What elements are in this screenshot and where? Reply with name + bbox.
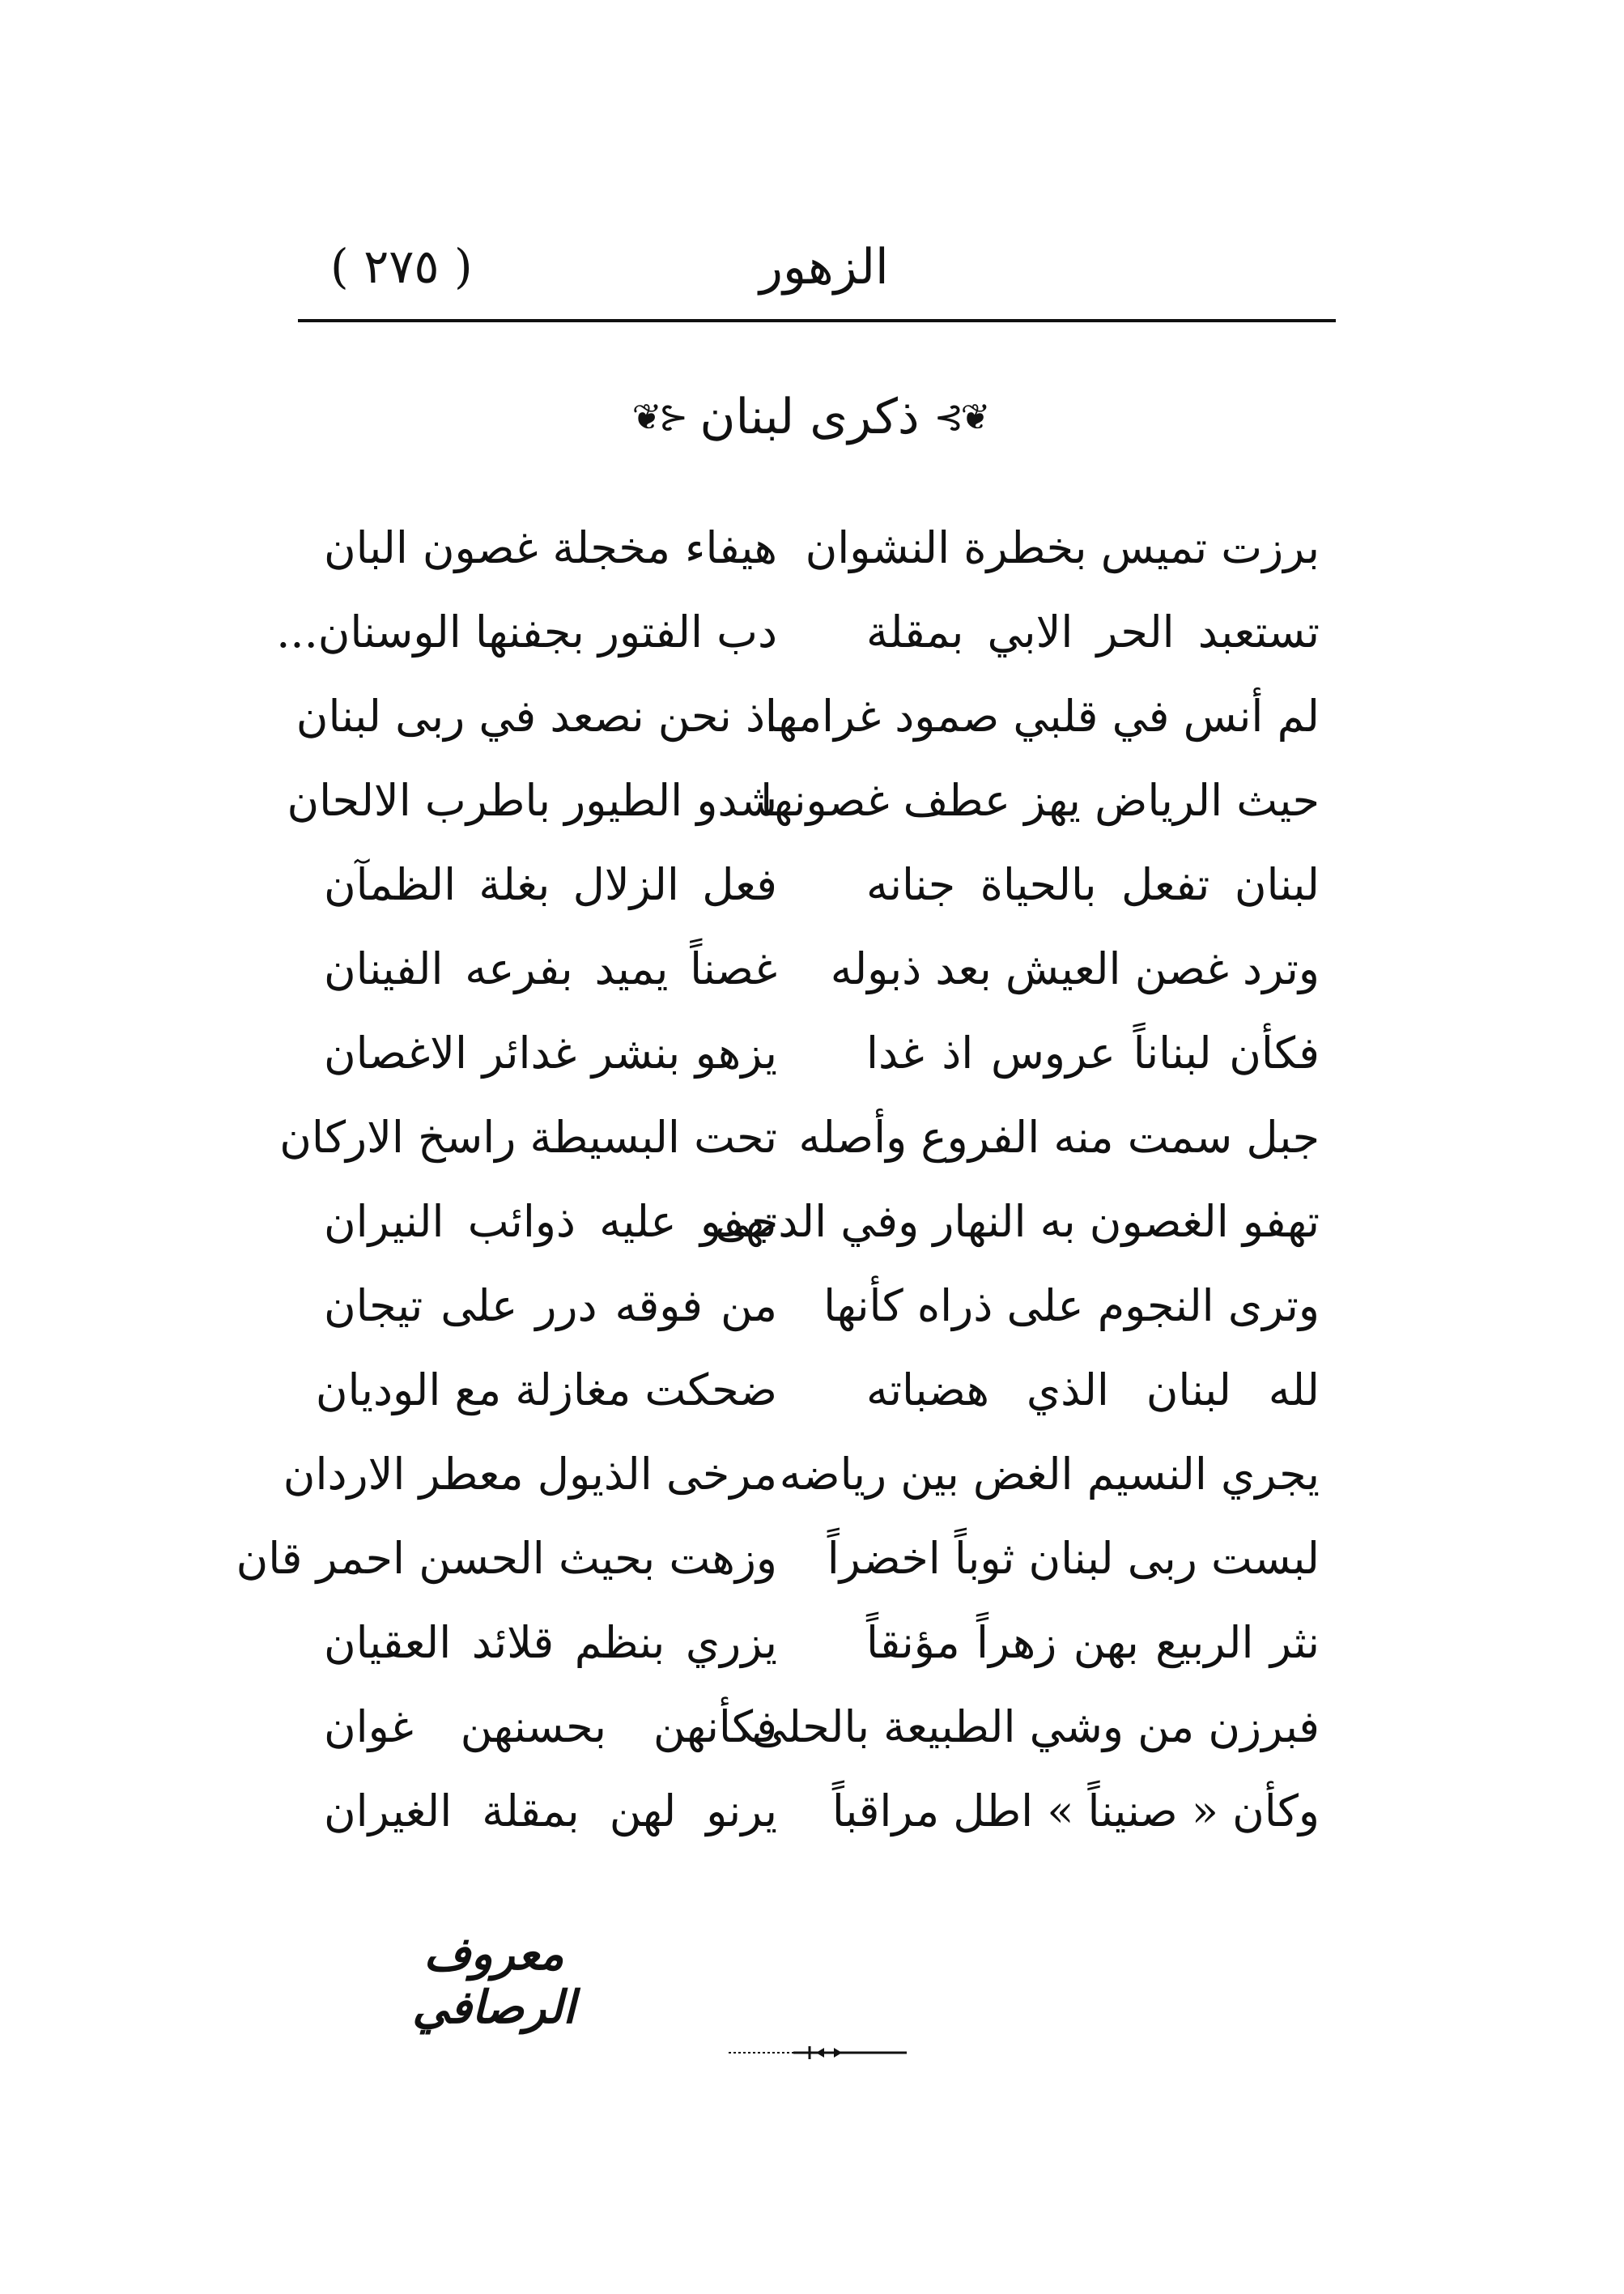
verse-second-hemistich: فكأنهن بحسنهن غوان [324, 1700, 777, 1752]
running-title: الزهور [759, 239, 889, 296]
verse-first-hemistich: لبست ربى لبنان ثوباً اخضراً [827, 1532, 1320, 1584]
poem-title-text: ذكرى لبنان [699, 389, 920, 445]
verse-second-hemistich: تحت البسيطة راسخ الاركان [279, 1111, 777, 1163]
verse-line [324, 506, 1320, 590]
verse-first-hemistich: جبل سمت منه الفروع وأصله [798, 1111, 1320, 1163]
verse-first-hemistich: فكأن لبناناً عروس اذ غدا [866, 1027, 1320, 1079]
verse-first-hemistich: نثر الربيع بهن زهراً مؤنقاً [866, 1616, 1320, 1668]
verse-first-hemistich: لله لبنان الذي هضباته [866, 1364, 1320, 1415]
verse-line [295, 675, 1320, 759]
poem-title [567, 381, 1052, 453]
verse-line [324, 1769, 1320, 1854]
verse-line [315, 1348, 1320, 1432]
verse-first-hemistich: حيث الرياض يهز عطف غصونها [760, 774, 1320, 826]
verse-line [283, 1432, 1320, 1517]
verse-line [324, 1601, 1320, 1685]
poet-signature: معروف الرصافي [412, 1927, 576, 2034]
verse-second-hemistich: فعل الزلال بغلة الظمآن [324, 858, 777, 910]
title-ornament-left: ⊰❦ [631, 396, 686, 438]
verse-first-hemistich: لم أنس في قلبي صمود غرامها [764, 690, 1320, 742]
verse-line [287, 759, 1320, 843]
verse-second-hemistich: يزهو بنشر غدائر الاغصان [324, 1027, 777, 1079]
verse-first-hemistich: فبرزن من وشي الطبيعة بالحلى [751, 1700, 1320, 1752]
verse-second-hemistich: مرخى الذيول معطر الاردان [283, 1448, 777, 1500]
verse-second-hemistich: اذ نحن نصعد في ربى لبنان [295, 690, 777, 742]
verse-second-hemistich: دب الفتور بجفنها الوسنان... [276, 606, 777, 658]
verse-second-hemistich: يرنو لهن بمقلة الغيران [324, 1785, 777, 1836]
verse-second-hemistich: وزهت بحيث الحسن احمر قان [236, 1532, 777, 1584]
verse-second-hemistich: يزري بنظم قلائد العقيان [324, 1616, 777, 1668]
verse-first-hemistich: لبنان تفعل بالحياة جنانه [866, 858, 1320, 910]
verse-first-hemistich: برزت تميس بخطرة النشوان [805, 521, 1320, 573]
verse-first-hemistich: يجري النسيم الغض بين رياضه [779, 1448, 1320, 1500]
page-header [298, 235, 1336, 316]
verse-second-hemistich: ضحكت مغازلة مع الوديان [315, 1364, 777, 1415]
poem-body [236, 506, 1320, 1854]
verse-second-hemistich: هيفاء مخجلة غصون البان [324, 521, 777, 573]
verse-second-hemistich: من فوقه درر على تيجان [324, 1279, 777, 1331]
verse-line [324, 1180, 1320, 1264]
verse-line [279, 1096, 1320, 1180]
verse-line [276, 590, 1320, 675]
verse-line [324, 1011, 1320, 1096]
verse-line [236, 1517, 1320, 1601]
verse-line [324, 1264, 1320, 1348]
verse-first-hemistich: وترى النجوم على ذراه كأنها [823, 1279, 1320, 1331]
verse-second-hemistich: تهفو عليه ذوائب النيران [324, 1195, 777, 1247]
verse-first-hemistich: تهفو الغصون به النهار وفي الدجى [714, 1195, 1320, 1247]
page-number: ( ٢٧٥ ) [330, 239, 473, 294]
end-ornament [721, 2045, 915, 2061]
verse-line [324, 927, 1320, 1011]
title-ornament-right: ❦⊱ [933, 396, 988, 438]
verse-first-hemistich: وكأن « صنيناً » اطل مراقباً [831, 1785, 1320, 1836]
verse-line [324, 843, 1320, 927]
verse-first-hemistich: تستعبد الحر الابي بمقلة [866, 606, 1320, 658]
verse-first-hemistich: وترد غصن العيش بعد ذبوله [830, 943, 1320, 994]
header-rule [298, 319, 1336, 322]
verse-second-hemistich: شدو الطيور باطرب الالحان [287, 774, 777, 826]
verse-line [324, 1685, 1320, 1769]
verse-second-hemistich: غصناً يميد بفرعه الفينان [324, 943, 777, 994]
